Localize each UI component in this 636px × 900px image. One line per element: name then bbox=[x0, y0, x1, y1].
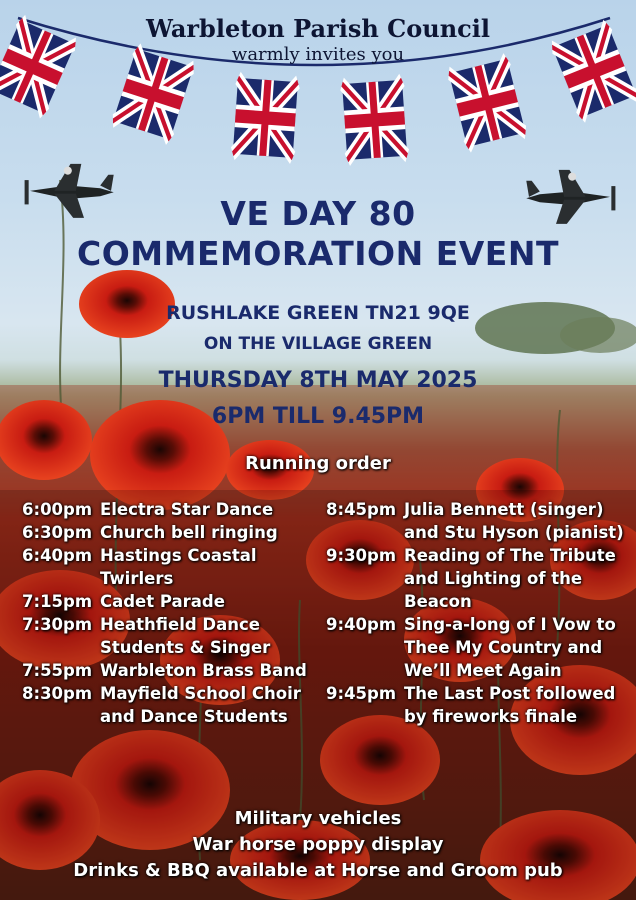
entry-time: 9:45pm bbox=[326, 684, 397, 703]
running-order-entry bbox=[326, 682, 626, 728]
entry-time: 8:30pm bbox=[22, 684, 93, 703]
entry-time: 6:30pm bbox=[22, 523, 93, 542]
entry-text: Hastings Coastal Twirlers bbox=[100, 546, 257, 588]
running-order-entry bbox=[22, 659, 322, 682]
entry-time: 7:15pm bbox=[22, 592, 93, 611]
running-order-right-column bbox=[326, 498, 626, 728]
entry-time: 9:40pm bbox=[326, 615, 397, 634]
running-order-entry bbox=[326, 613, 626, 682]
entry-text: Mayfield School Choir and Dance Students bbox=[100, 684, 301, 726]
entry-text: Warbleton Brass Band bbox=[100, 661, 307, 680]
entry-time: 8:45pm bbox=[326, 500, 397, 519]
entry-text: Heathfield Dance Students & Singer bbox=[100, 615, 271, 657]
entry-time: 9:30pm bbox=[326, 546, 397, 565]
extra-item: Military vehicles bbox=[234, 808, 402, 829]
extra-item: War horse poppy display bbox=[192, 834, 444, 855]
entry-text: Church bell ringing bbox=[100, 523, 278, 542]
entry-time: 7:55pm bbox=[22, 661, 93, 680]
extra-item: Drinks & BBQ available at Horse and Groom pub bbox=[73, 860, 563, 881]
entry-text: Electra Star Dance bbox=[100, 500, 274, 519]
invite-text: warmly invites you bbox=[231, 44, 405, 65]
event-title-line2: COMMEMORATION EVENT bbox=[77, 234, 559, 273]
running-order-entry bbox=[326, 498, 626, 544]
entry-text: Julia Bennett (singer) and Stu Hyson (pianist) bbox=[404, 500, 624, 542]
event-title-line1: VE DAY 80 bbox=[220, 194, 416, 233]
running-order-left-column bbox=[22, 498, 322, 728]
event-date: THURSDAY 8TH MAY 2025 bbox=[158, 368, 478, 393]
event-time: 6PM TILL 9.45PM bbox=[211, 404, 425, 429]
entry-text: Reading of The Tribute and Lighting of the Beacon bbox=[404, 546, 616, 611]
running-order-entry bbox=[22, 544, 322, 590]
council-name: Warbleton Parish Council bbox=[145, 14, 490, 43]
event-location: RUSHLAKE GREEN TN21 9QE bbox=[166, 302, 470, 324]
event-venue: ON THE VILLAGE GREEN bbox=[203, 334, 433, 354]
running-order-entry bbox=[326, 544, 626, 613]
running-order-entry bbox=[22, 682, 322, 728]
entry-text: The Last Post followed by fireworks finale bbox=[404, 684, 616, 726]
entry-time: 6:40pm bbox=[22, 546, 93, 565]
running-order-entry bbox=[22, 613, 322, 659]
running-order-heading: Running order bbox=[245, 453, 391, 474]
entry-text: Sing-a-long of I Vow to Thee My Country and We’ll Meet Again bbox=[404, 615, 616, 680]
running-order-entry bbox=[22, 498, 322, 521]
running-order-entry bbox=[22, 590, 322, 613]
entry-time: 7:30pm bbox=[22, 615, 93, 634]
running-order-entry bbox=[22, 521, 322, 544]
entry-text: Cadet Parade bbox=[100, 592, 225, 611]
extra-attractions bbox=[0, 806, 636, 884]
entry-time: 6:00pm bbox=[22, 500, 93, 519]
